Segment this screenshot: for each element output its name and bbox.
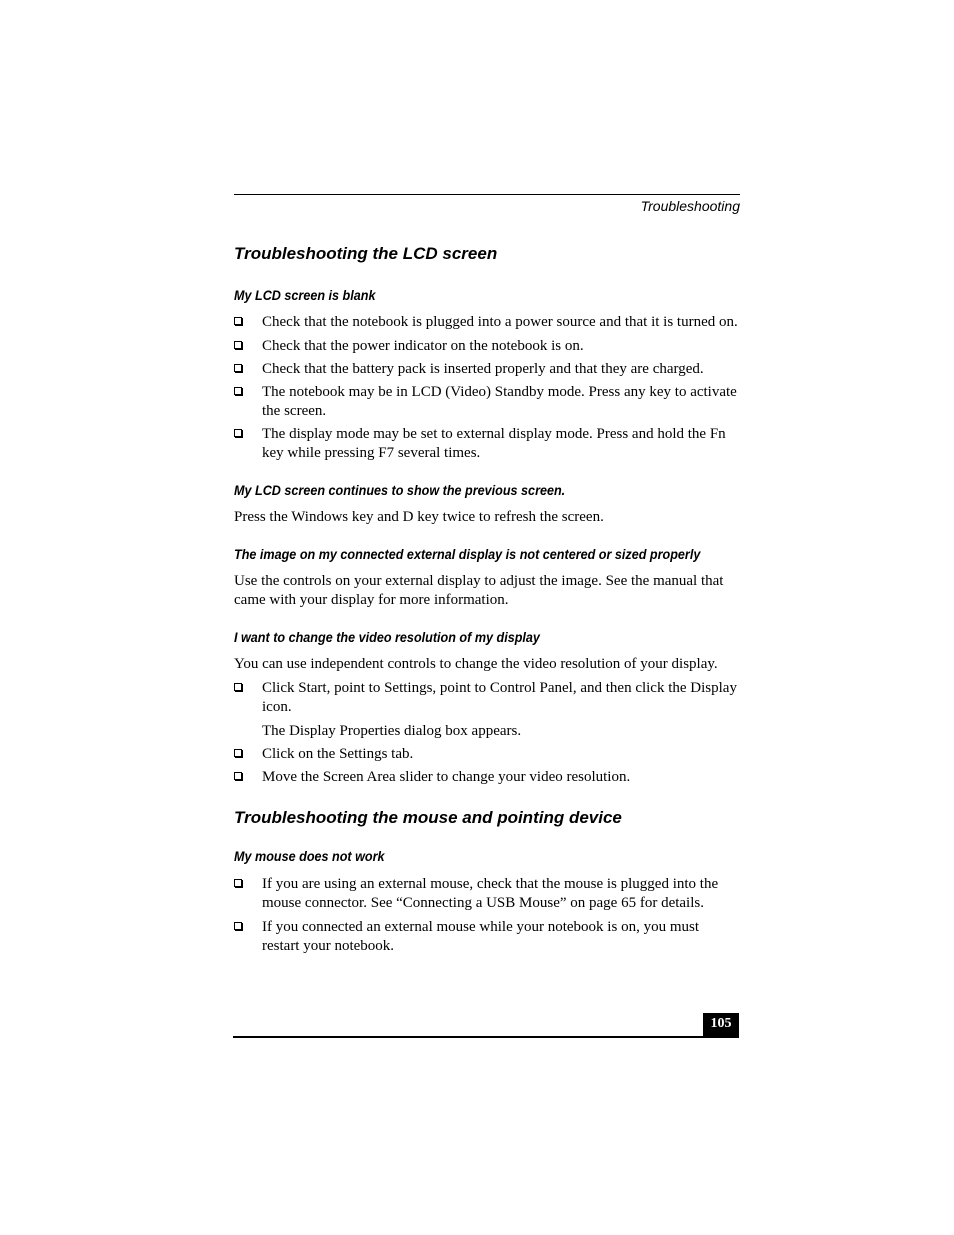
header-rule (234, 194, 740, 195)
dialog-note: The Display Properties dialog box appears. (262, 723, 522, 739)
mouse-list (234, 875, 740, 956)
checkbox-bullet-icon (234, 341, 242, 349)
running-header: Troubleshooting (640, 198, 740, 214)
subheading-lcd-previous: My LCD screen continues to show the previous screen. (234, 482, 566, 498)
video-resolution-list (234, 679, 740, 717)
section-title-lcd: Troubleshooting the LCD screen (234, 244, 498, 263)
list-item: Check that the battery pack is inserted properly and that they are charged. (234, 360, 740, 379)
list-item: Click on the Settings tab. (234, 745, 740, 764)
list-item: The display mode may be set to external display mode. Press and hold the Fn key while pressing F7 several times. (234, 425, 740, 463)
page-number: 105 (703, 1013, 739, 1037)
list-item: Move the Screen Area slider to change your video resolution. (234, 768, 740, 787)
subheading-video-resolution: I want to change the video resolution of my display (234, 629, 540, 645)
list-item: If you are using an external mouse, check that the mouse is plugged into the mouse connector. See “Connecting a USB Mouse” on page 65 for details. (234, 875, 740, 913)
checkbox-bullet-icon (234, 879, 242, 887)
page-content (234, 244, 740, 956)
checkbox-bullet-icon (234, 922, 242, 930)
checkbox-bullet-icon (234, 317, 242, 325)
lcd-previous-body: Press the Windows key and D key twice to refresh the screen. (234, 509, 604, 525)
footer-rule (233, 1036, 739, 1038)
subheading-external-display: The image on my connected external display is not centered or sized properly (234, 546, 701, 562)
checkbox-bullet-icon (234, 364, 242, 372)
list-item: If you connected an external mouse while your notebook is on, you must restart your notebook. (234, 918, 740, 956)
video-resolution-list-2 (234, 745, 740, 787)
lcd-blank-list (234, 313, 740, 463)
subheading-lcd-blank: My LCD screen is blank (234, 287, 376, 303)
video-resolution-body: You can use independent controls to change the video resolution of your display. (234, 656, 718, 672)
section-title-mouse: Troubleshooting the mouse and pointing device (234, 808, 622, 827)
subheading-mouse-not-work: My mouse does not work (234, 848, 385, 864)
checkbox-bullet-icon (234, 429, 242, 437)
checkbox-bullet-icon (234, 772, 242, 780)
external-display-body: Use the controls on your external display to adjust the image. See the manual that came with your display for more information. (234, 573, 724, 608)
checkbox-bullet-icon (234, 683, 242, 691)
list-item: Check that the power indicator on the notebook is on. (234, 337, 740, 356)
checkbox-bullet-icon (234, 387, 242, 395)
list-item: The notebook may be in LCD (Video) Standby mode. Press any key to activate the screen. (234, 383, 740, 421)
list-item: Check that the notebook is plugged into a power source and that it is turned on. (234, 313, 740, 332)
list-item: Click Start, point to Settings, point to Control Panel, and then click the Display icon. (234, 679, 740, 717)
checkbox-bullet-icon (234, 749, 242, 757)
